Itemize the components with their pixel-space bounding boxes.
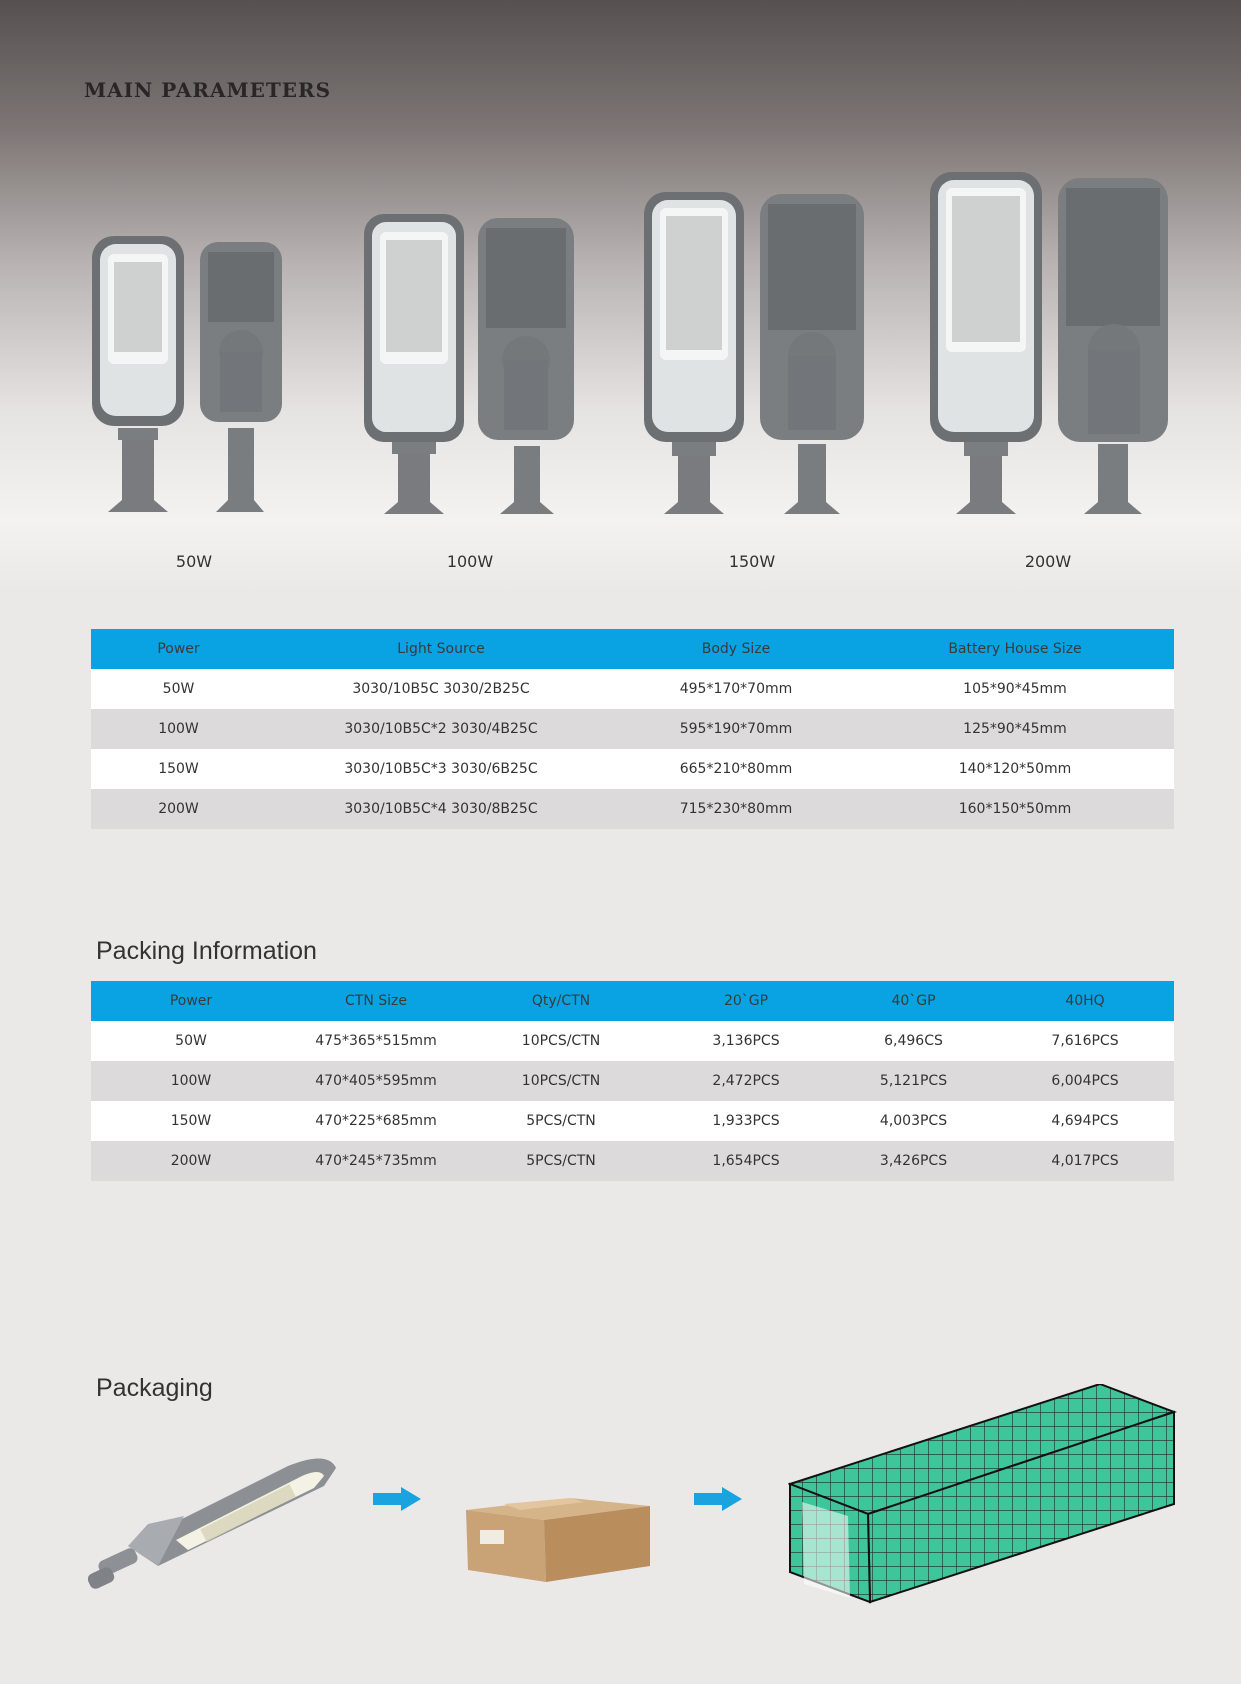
packing-information-title: Packing Information [96,937,317,965]
cell: 3030/10B5C*2 3030/4B25C [266,709,616,749]
carton-box-icon [464,1486,654,1588]
header-body-size: Body Size [616,629,856,669]
arrow-right-icon [694,1487,742,1515]
cell: 475*365*515mm [291,1021,461,1061]
cell: 4,003PCS [831,1101,996,1141]
container-icon [788,1384,1178,1610]
cell: 7,616PCS [996,1021,1174,1061]
lamp-label-50w: 50W [175,552,213,571]
header-power: Power [91,981,291,1021]
arrow-right-icon [373,1487,421,1515]
main-parameters-table [91,629,1174,829]
table-row [91,1061,1174,1101]
cell: 105*90*45mm [856,669,1174,709]
cell: 3030/10B5C 3030/2B25C [266,669,616,709]
street-light-icon [88,1446,340,1598]
cell: 470*245*735mm [291,1141,461,1181]
header-20gp: 20`GP [661,981,831,1021]
cell: 150W [91,1101,291,1141]
packing-information-table [91,981,1174,1181]
lamp-100w-image [360,210,590,522]
cell: 470*225*685mm [291,1101,461,1141]
cell: 5,121PCS [831,1061,996,1101]
cell: 10PCS/CTN [461,1021,661,1061]
header-40gp: 40`GP [831,981,996,1021]
cell: 200W [91,1141,291,1181]
table-row [91,1021,1174,1061]
table-row [91,709,1174,749]
cell: 140*120*50mm [856,749,1174,789]
cell: 50W [91,1021,291,1061]
cell: 665*210*80mm [616,749,856,789]
header-power: Power [91,629,266,669]
cell: 150W [91,749,266,789]
cell: 200W [91,789,266,829]
cell: 4,694PCS [996,1101,1174,1141]
cell: 125*90*45mm [856,709,1174,749]
packaging-title: Packaging [96,1374,213,1402]
header-ctn-size: CTN Size [291,981,461,1021]
cell: 5PCS/CTN [461,1141,661,1181]
lamp-label-100w: 100W [446,552,494,571]
cell: 100W [91,1061,291,1101]
cell: 5PCS/CTN [461,1101,661,1141]
cell: 3,426PCS [831,1141,996,1181]
cell: 10PCS/CTN [461,1061,661,1101]
table-row [91,1141,1174,1181]
header-light-source: Light Source [266,629,616,669]
lamp-200w-image [928,170,1172,522]
table-row [91,789,1174,829]
cell: 2,472PCS [661,1061,831,1101]
lamp-150w-image [642,190,868,522]
cell: 3030/10B5C*4 3030/8B25C [266,789,616,829]
cell: 715*230*80mm [616,789,856,829]
cell: 470*405*595mm [291,1061,461,1101]
table-row [91,1101,1174,1141]
cell: 4,017PCS [996,1141,1174,1181]
table-row [91,749,1174,789]
lamp-label-200w: 200W [1024,552,1072,571]
cell: 495*170*70mm [616,669,856,709]
cell: 595*190*70mm [616,709,856,749]
header-40hq: 40HQ [996,981,1174,1021]
cell: 100W [91,709,266,749]
lamp-label-150w: 150W [728,552,776,571]
lamp-50w-image [88,232,298,522]
cell: 50W [91,669,266,709]
header-battery-house-size: Battery House Size [856,629,1174,669]
page-title: MAIN PARAMETERS [84,78,332,102]
cell: 160*150*50mm [856,789,1174,829]
cell: 1,933PCS [661,1101,831,1141]
cell: 6,004PCS [996,1061,1174,1101]
cell: 6,496CS [831,1021,996,1061]
cell: 3030/10B5C*3 3030/6B25C [266,749,616,789]
table-header-row [91,981,1174,1021]
cell: 1,654PCS [661,1141,831,1181]
cell: 3,136PCS [661,1021,831,1061]
table-header-row [91,629,1174,669]
header-qty-ctn: Qty/CTN [461,981,661,1021]
table-row [91,669,1174,709]
